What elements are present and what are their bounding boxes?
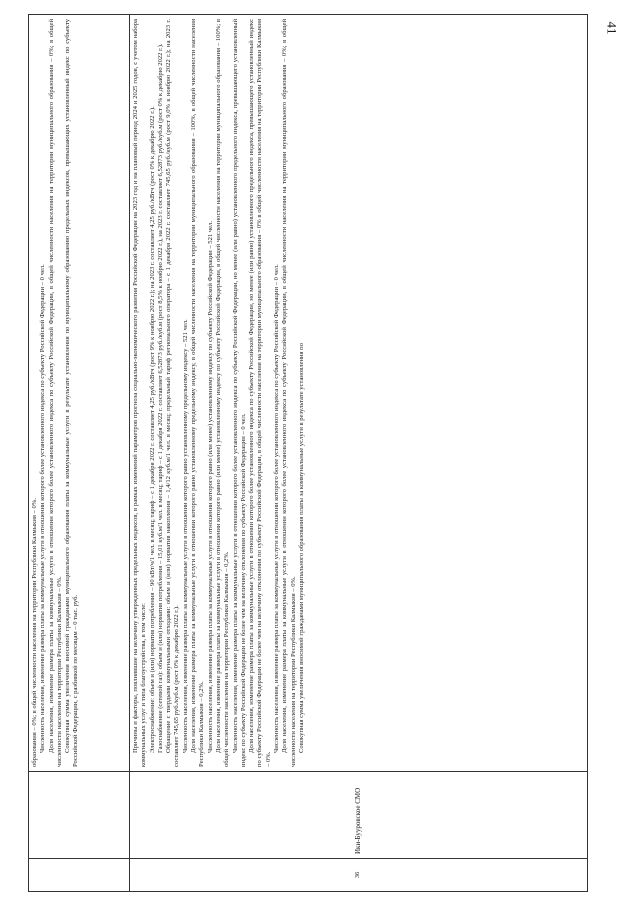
paragraph: Причины и факторы, повлиявшие на величину утвержденных предельных индексов, в рамках изменений параметров прогноза социально-экономического развития Российской Федерации на 2023 год и на плановый период 2024 и 2025 годов, с учетом набора коммунальных услуг и типа благоустройства, в том числе: [132,19,148,767]
description-cell [29,15,130,772]
row-number-cell [29,859,130,892]
paragraph: образования – 0%; в общей численности населения на территории Республики Калмыкия – 0%. [31,498,38,767]
tariff-table [28,14,588,892]
page-number: 41 [604,21,620,35]
municipality-cell [29,772,130,859]
paragraph: Численность населения, изменение размера платы за коммунальные услуги в отношении которого более установленного индекса по субъекту Российской Федерации, но менее (или равно) установленного предельного индекса, превышающего установленный индекс по субъекту Российской Федерации не более чем на величину отклонения по субъекту Российской Федерации – 0 чел. [231,19,247,767]
paragraph: Совокупная сумма увеличения вносимой гражданами муниципального образования платы за коммунальные услуги в результате установления по муниципальному образованию предельных индексов, превышающих установленный индекс по субъекту Российской Федерации, с разбивкой по месяцам – 0 тыс. руб. [64,19,80,767]
paragraph: Доля населения, изменение размера платы за коммунальные услуги в отношении которого равно (или менее) установленному индексу по субъекту Российской Федерации, в общей численности населения на территории муниципального образования – 100%; в общей численности населения на территории Республики Калмыкия – 0,2%. [214,19,231,767]
paragraph: Доля населения, изменение размера платы за коммунальные услуги в отношении которого равно установленному предельному индексу, в общей численности населения на территории муниципального образования – 100%, в общей численности населения Республики Калмыкия – 0,2%. [190,19,206,767]
paragraph: Доля населения, изменение размера платы за коммунальные услуги в отношении которого более установленного индекса по субъекту Российской Федерации, в общей численности населения на территории муниципального образования – 0%; в общей численности населения на территории Республики Калмыкия – 0%. [281,19,297,767]
paragraph: Газоснабжение (сетевой газ): объем и (или) норматив потребления – 15,01 куб.м/1 чел. в месяц; тариф – с 1 декабря 2022 г. составляет 6,52873 руб./куб.м (рост 8,5% к ноябрю 2022 г.), на 2023 г. составляет 6,52873 руб./куб.м (рост 0% к декабрю 2022 г.). [156,43,164,753]
paragraph: Численность населения, изменение размера платы за коммунальные услуги в отношении которого более установленного индекса по субъекту Российской Федерации – 0 чел. [273,264,281,753]
paragraph: Доля населения, изменение размера платы за коммунальные услуги в отношении которого более установленного индекса по субъекту Российской Федерации, но менее (или равно) установленного предельного индекса, превышающего установленный индекс по субъекту Российской Федерации не более чем на величину отклонения по субъекту Российской Федерации, в общей численности населения на территории муниципального образования – 0% в общей численности населения на территории Республики Калмыкия – 0%. [248,19,272,767]
municipality-cell: Ики-Бууровское СМО [130,772,588,859]
paragraph: Численность населения, изменение размера платы за коммунальные услуги в отношении которого равно (или менее) установленному индексу по субъекту Российской Федерации – 521 чел. [206,221,214,753]
description-cell [130,15,588,772]
paragraph: Численность населения, изменение размера платы за коммунальные услуги в отношении которого равно установленному предельному индексу – 521 чел. [181,319,189,753]
table-row [130,15,588,892]
rotated-table-block [28,14,588,892]
paragraph: Численность населения, изменение размера платы за коммунальные услуги в отношении которого более установленного индекса по субъекту Российской Федерации – 0 чел. [39,264,47,753]
table-row [29,15,130,892]
paragraph: Обращение с твердыми коммунальными отходами: объем и (или) норматив накопления – 1,4/12 куб.м/1 чел. в месяц; предельный тариф регионального оператора – с 1 декабря 2022 г. составляет 745,65 руб./куб.м (рост 9,0% к ноябрю 2022 г.); на 2023 г. составляет 745,65 руб./куб.м (рост 0% к декабрю 2022 г.). [165,19,181,767]
paragraph: Доля населения, изменение размера платы за коммунальные услуги в отношении которого более установленного индекса по субъекту Российской Федерации, в общей численности населения на территории муниципального образования – 0%; в общей численности населения на территории Республики Калмыкия – 0%. [47,19,63,767]
paragraph: Электроснабжение: объем и (или) норматив потребления – 90 кВт/ч/1 чел. в месяц; тариф – с 1 декабря 2022 г. составляет 4,25 руб./кВтч (рост 9% к ноябрю 2022 г.); на 2023 г. составляет 4,25 руб./кВтч (рост 0% к декабрю 2022 г.). [148,106,156,753]
paragraph: Совокупная сумма увеличения вносимой гражданами муниципального образования платы за коммунальные услуги в результате установления по [297,342,305,753]
row-number-cell: 36 [130,859,588,892]
